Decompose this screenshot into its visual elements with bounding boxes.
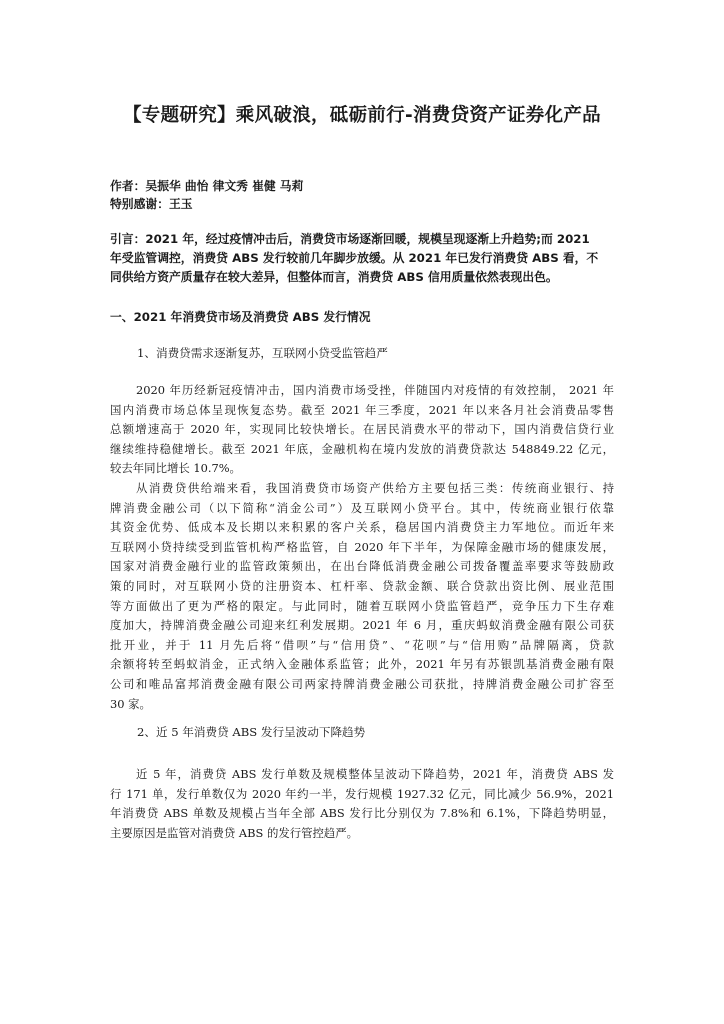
paragraph-line: 等方面做出了更为严格的限定。与此同时，随着互联网小贷监管趋严，竞争压力下生存难 bbox=[110, 598, 614, 613]
paragraph-line: 国内消费市场总体呈现恢复态势。截至 2021 年三季度，2021 年以来各月社会消费品零售 bbox=[110, 402, 614, 417]
intro-paragraph bbox=[110, 230, 614, 287]
paragraph-line: 其资金优势、低成本及长期以来积累的客户关系，稳居国内消费贷主力军地位。而近年来 bbox=[110, 520, 614, 535]
authors-line: 作者：吴振华 曲怡 律文秀 崔健 马莉 bbox=[110, 179, 304, 193]
section-heading: 一、2021 年消费贷市场及消费贷 ABS 发行情况 bbox=[110, 310, 371, 324]
body-paragraph bbox=[110, 381, 614, 479]
intro-line: 同供给方资产质量存在较大差异，但整体而言，消费贷 ABS 信用质量依然表现出色。 bbox=[110, 270, 558, 284]
paragraph-line: 牌消费金融公司（以下简称“消金公司”）及互联网小贷平台。其中，传统商业银行依靠 bbox=[110, 500, 614, 515]
intro-line: 引言：2021 年，经过疫情冲击后，消费贷市场逐渐回暖，规模呈现逐渐上升趋势;而 2021 bbox=[110, 232, 590, 246]
paragraph-line: 2020 年历经新冠疫情冲击，国内消费市场受挫，伴随国内对疫情的有效控制， 2021 年 bbox=[136, 383, 614, 397]
paragraph-line: 互联网小贷持续受到监管机构严格监管，自 2020 年下半年，为保障金融市场的健康发展， bbox=[110, 539, 614, 554]
paragraph-line: 公司和唯品富邦消费金融有限公司两家持牌消费金融公司获批，持牌消费金融公司扩容至 bbox=[110, 676, 614, 691]
paragraph-line: 策的同时，对互联网小贷的注册资本、杠杆率、贷款金额、联合贷款出资比例、展业范围 bbox=[110, 578, 614, 593]
paragraph-line: 30 家。 bbox=[110, 696, 151, 711]
paragraph-line: 行 171 单，发行单数仅为 2020 年约一半，发行规模 1927.32 亿元，同比减少 56.9%，2021 bbox=[110, 786, 614, 801]
subsection-heading: 2、近 5 年消费贷 ABS 发行呈波动下降趋势 bbox=[137, 725, 366, 739]
subsection-heading: 1、消费贷需求逐渐复苏，互联网小贷受监管趋严 bbox=[137, 346, 388, 360]
intro-line: 年受监管调控，消费贷 ABS 发行较前几年脚步放缓。从 2021 年已发行消费贷 ABS 看，不 bbox=[110, 251, 599, 265]
paragraph-line: 度加大，持牌消费金融公司迎来红利发展期。2021 年 6 月，重庆蚂蚁消费金融有限公司获 bbox=[110, 618, 614, 633]
body-paragraph bbox=[110, 765, 614, 843]
paragraph-line: 主要原因是监管对消费贷 ABS 的发行管控趋严。 bbox=[110, 825, 359, 840]
page-title: 【专题研究】乘风破浪，砥砺前行-消费贷资产证券化产品 bbox=[123, 105, 601, 126]
thanks-line: 特别感谢：王玉 bbox=[110, 197, 193, 211]
paragraph-line: 总额增速高于 2020 年，实现同比较快增长。在居民消费水平的带动下，国内消费信贷行业 bbox=[110, 422, 614, 437]
paragraph-line: 国家对消费金融行业的监管政策频出，在出台降低消费金融公司拨备覆盖率要求等鼓励政 bbox=[110, 559, 614, 574]
paragraph-line: 批开业，并于 11 月先后将“借呗”与“信用贷”、“花呗”与“信用购”品牌隔离，贷款 bbox=[110, 637, 614, 652]
body-paragraph bbox=[110, 479, 614, 714]
paragraph-line: 余额将转至蚂蚁消金，正式纳入金融体系监管；此外，2021 年另有苏银凯基消费金融有限 bbox=[110, 657, 614, 672]
paragraph-line: 从消费贷供给端来看，我国消费贷市场资产供给方主要包括三类：传统商业银行、持 bbox=[136, 481, 614, 495]
paragraph-line: 近 5 年，消费贷 ABS 发行单数及规模整体呈波动下降趋势，2021 年，消费贷 ABS 发 bbox=[136, 767, 614, 781]
paragraph-line: 较去年同比增长 10.7%。 bbox=[110, 461, 241, 476]
author-block bbox=[110, 177, 303, 213]
paragraph-line: 继续维持稳健增长。截至 2021 年底，金融机构在境内发放的消费贷款达 548849.22 亿元， bbox=[110, 441, 614, 456]
paragraph-line: 年消费贷 ABS 单数及规模占当年全部 ABS 发行比分别仅为 7.8%和 6.1%，下降趋势明显， bbox=[110, 806, 614, 821]
